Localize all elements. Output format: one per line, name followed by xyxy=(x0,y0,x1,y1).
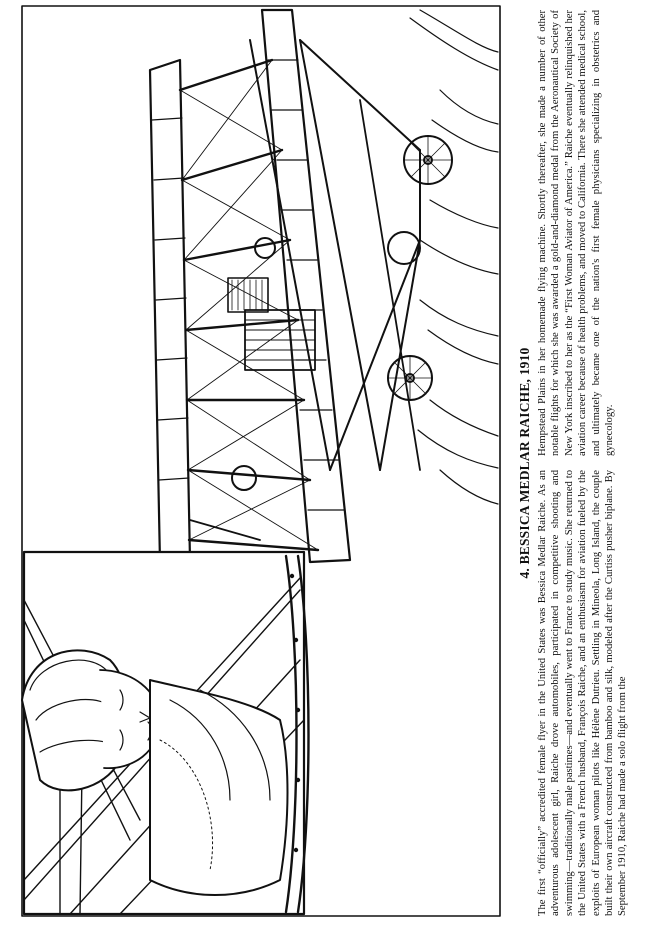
motion-streaks xyxy=(410,10,498,504)
caption-column-right: Hempstead Plains in her homemade flying machine. Shortly thereafter, she made a number of other notable flights for which she was awarded a gold-and-diamond medal from the Aeronautical Society of New York inscribed to her as the “First Woman Aviator of America.” Raiche eventually relinquished her aviation career because of health problems, and moved to California. There she attended medical school, and ultimately became one of the nation's first female physicians specializing in obstetrics and gynecology. xyxy=(537,10,616,456)
pusher-biplane-icon xyxy=(150,10,452,562)
caption-title: 4. BESSICA MEDLAR RAICHE, 1910 xyxy=(517,347,532,579)
caption-column-left: The first “officially” accredited female flyer in the United States was Bessica Medlar Raiche. As an adventurous adolescent girl, Raiche drove automobiles, participated in competitive shooting and swimming—traditionally male pastimes—and eventually went to France to study music. She returned to the United States with a French husband, François Raiche, and an enthusiasm for aviation fueled by the exploits of European woman pilots like Hélène Dutrieu. Settling in Mineola, Long Island, the couple built their own aircraft constructed from bamboo and silk, modeled after the Curtiss pusher biplane. By September 1910, Raiche had made a solo flight from the xyxy=(537,470,629,916)
woman-aviator-portrait-icon xyxy=(22,552,309,914)
caption-block xyxy=(514,0,650,926)
